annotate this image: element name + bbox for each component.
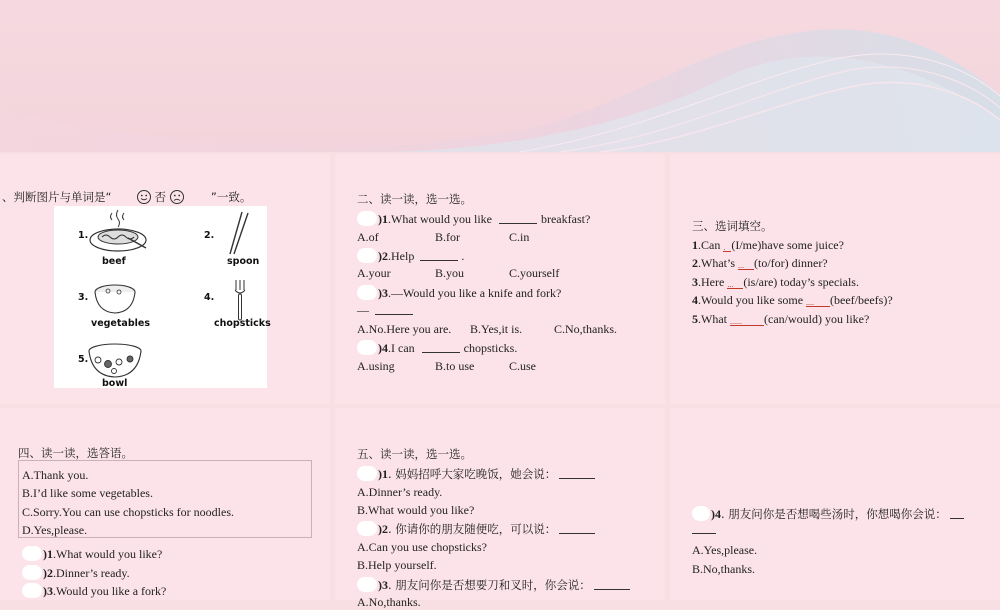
option-a-partial: A.No,thanks. — [357, 595, 421, 609]
section-1-title-end: ”一致。 — [210, 190, 252, 204]
bowl-icon — [86, 342, 144, 380]
question-number: )2 — [378, 249, 388, 263]
option-a: A.of — [357, 230, 379, 244]
answer-blank[interactable] — [499, 212, 537, 224]
option-b: B.to use — [435, 359, 475, 373]
question-number: )1 — [378, 467, 388, 481]
answer-option: B.I’d like some vegetables. — [22, 486, 153, 500]
answer-option: A.Thank you. — [22, 468, 89, 482]
answer-bracket[interactable] — [357, 248, 377, 263]
item-number: 4. — [204, 292, 215, 303]
section-1-title-start: 、判断图片与单词是“ — [2, 190, 112, 204]
section-1-panel — [0, 154, 330, 404]
item-text: .What — [698, 312, 727, 326]
item-number: 1. — [78, 230, 89, 241]
answer-blank[interactable] — [950, 507, 964, 519]
fill-item — [692, 256, 828, 271]
option-c: C.in — [509, 230, 530, 244]
sad-face-icon — [170, 190, 184, 204]
option-a: A.using — [357, 359, 395, 373]
item-number: 2. — [204, 230, 215, 241]
fill-item — [692, 238, 844, 253]
item-text: .Can — [698, 238, 721, 252]
question-number: )2 — [378, 522, 388, 536]
item-number: 3 — [692, 275, 698, 289]
answer-blank[interactable]: . — [723, 240, 731, 252]
question-2-4 — [357, 340, 517, 356]
answer-blank-continued[interactable] — [692, 522, 716, 537]
question-2-3-reply — [357, 303, 413, 318]
option-a: A.your — [357, 266, 391, 280]
chopsticks-icon — [224, 210, 254, 256]
section-2-title: 二、读一读，选一选。 — [357, 192, 472, 206]
question-text: . 朋友问你是否想要刀和叉时，你会说： — [388, 578, 591, 592]
option-b: B.Help yourself. — [357, 558, 437, 572]
item-number: 5 — [692, 312, 698, 326]
answer-bracket[interactable] — [357, 285, 377, 300]
answer-bracket[interactable] — [357, 466, 377, 481]
fill-item — [692, 312, 869, 327]
header-banner — [0, 0, 1000, 152]
item-text: .What’s — [698, 256, 735, 270]
section-3-title: 三、选词填空。 — [692, 219, 773, 233]
picture-matching-image — [54, 206, 271, 389]
item-text: .Would you like some — [698, 293, 804, 307]
item-number: 4 — [692, 293, 698, 307]
question-tail: chopsticks. — [463, 341, 518, 355]
answer-option: C.Sorry.You can use chopsticks for noodles. — [22, 505, 234, 519]
question-text: .—Would you like a knife and fork? — [388, 286, 562, 300]
answer-blank[interactable] — [375, 303, 413, 315]
question-text: .Dinner’s ready. — [53, 566, 130, 580]
section-1-title — [2, 190, 251, 205]
section-5-title: 五、读一读，选一选。 — [357, 447, 472, 461]
option-a: A.No.Here you are. — [357, 322, 452, 336]
answer-blank[interactable]: ... — [727, 277, 743, 289]
fill-item — [692, 275, 859, 290]
item-text: (to/for) dinner? — [754, 256, 828, 270]
soup-bowl-icon — [92, 282, 138, 316]
question-text: . 你请你的朋友随便吃，可以说： — [388, 522, 557, 536]
question-5-4 — [692, 506, 964, 522]
item-word: vegetables — [91, 318, 150, 329]
answer-bracket[interactable] — [357, 340, 377, 355]
question-5-1 — [357, 466, 595, 482]
question-number: )3 — [43, 584, 53, 598]
option-c: C.use — [509, 359, 536, 373]
item-text: (beef/beefs)? — [830, 293, 893, 307]
answer-bracket[interactable] — [692, 506, 710, 521]
option-b: B.Yes,it is. — [470, 322, 523, 336]
answer-blank[interactable]: ...... — [730, 314, 764, 326]
question-number: )3 — [378, 286, 388, 300]
answer-bracket[interactable] — [357, 521, 377, 536]
question-number: )1 — [43, 547, 53, 561]
section-3-panel — [670, 154, 1000, 404]
question-text: . 妈妈招呼大家吃晚饭，她会说： — [388, 467, 557, 481]
answer-blank[interactable] — [559, 467, 595, 479]
item-number: 5. — [78, 354, 89, 365]
fork-icon — [232, 278, 248, 322]
answer-bracket[interactable] — [22, 565, 42, 580]
question-number: )2 — [43, 566, 53, 580]
answer-blank[interactable] — [594, 578, 630, 590]
section-5-panel — [335, 408, 665, 609]
option-b: B.for — [435, 230, 460, 244]
section-4-title: 四、读一读，选答语。 — [18, 446, 133, 460]
question-text: .I can — [388, 341, 415, 355]
question-5-2 — [357, 521, 595, 537]
question-2-3 — [357, 285, 561, 301]
answer-blank[interactable]: ... — [738, 258, 754, 270]
section-2-panel — [335, 154, 665, 404]
answer-bracket[interactable] — [357, 577, 377, 592]
question-2-2 — [357, 248, 464, 264]
item-number: 2 — [692, 256, 698, 270]
option-a: A.Dinner’s ready. — [357, 485, 443, 499]
question-4-1 — [22, 546, 162, 562]
smiley-face-icon — [137, 190, 151, 204]
item-number: 3. — [78, 292, 89, 303]
item-word: chopsticks — [214, 318, 271, 329]
answer-option: D.Yes,please. — [22, 523, 88, 537]
option-b: B.What would you like? — [357, 503, 475, 517]
question-text: .What would you like? — [53, 547, 163, 561]
answer-blank[interactable] — [559, 522, 595, 534]
question-tail: breakfast? — [540, 212, 591, 226]
answer-blank[interactable]: .... — [806, 295, 830, 307]
option-a: A.Can you use chopsticks? — [357, 540, 487, 554]
option-a: A.Yes,please. — [692, 543, 758, 557]
answer-blank[interactable] — [420, 249, 458, 261]
option-b: B.No,thanks. — [692, 562, 755, 576]
question-5-3 — [357, 577, 630, 593]
question-4-2 — [22, 565, 130, 581]
question-number: )4 — [711, 507, 721, 521]
section-4-panel — [0, 408, 330, 600]
item-text: .Here — [698, 275, 725, 289]
question-number: )1 — [378, 212, 388, 226]
question-text: .Would you like a fork? — [53, 584, 167, 598]
item-word: spoon — [227, 256, 260, 267]
noodle-plate-icon — [88, 208, 148, 254]
question-text: .What would you like — [388, 212, 492, 226]
reply-dash: — — [357, 303, 369, 317]
item-word: bowl — [102, 378, 128, 389]
question-number: )3 — [378, 578, 388, 592]
question-2-1 — [357, 211, 590, 227]
answer-blank[interactable] — [422, 341, 460, 353]
question-text: .Help — [388, 249, 415, 263]
section-1-title-mid: 否 — [154, 190, 166, 204]
question-number: )4 — [378, 341, 388, 355]
answer-bracket[interactable] — [22, 546, 42, 561]
option-c: C.yourself — [509, 266, 560, 280]
question-4-3 — [22, 583, 166, 599]
item-text: (can/would) you like? — [764, 312, 870, 326]
fill-item — [692, 293, 893, 308]
answer-bracket[interactable] — [22, 583, 42, 598]
section-6-panel — [670, 408, 1000, 600]
answer-bracket[interactable] — [357, 211, 377, 226]
item-word: beef — [102, 256, 126, 267]
item-text: (I/me)have some juice? — [731, 238, 844, 252]
option-c: C.No,thanks. — [554, 322, 617, 336]
question-text: . 朋友问你是否想喝些汤时，你想喝你会说： — [721, 507, 947, 521]
item-number: 1 — [692, 238, 698, 252]
option-b: B.you — [435, 266, 465, 280]
question-tail: . — [461, 249, 465, 263]
wave-decoration — [0, 0, 1000, 152]
item-text: (is/are) today’s specials. — [743, 275, 859, 289]
